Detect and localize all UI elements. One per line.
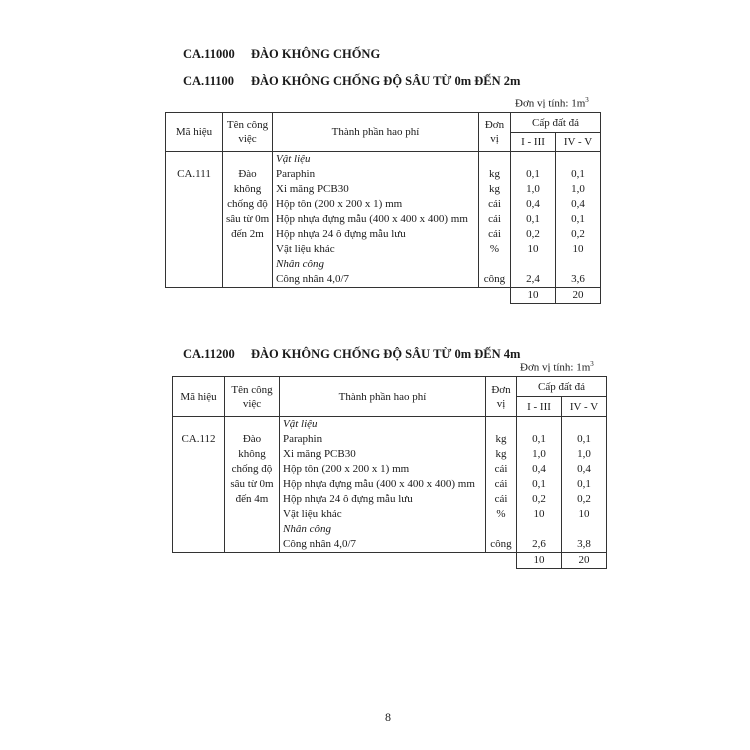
value-col1: 1,0	[532, 448, 546, 460]
value-col1	[520, 522, 558, 537]
value-col2: 0,1	[571, 168, 585, 180]
component-unit: cái	[494, 493, 508, 505]
main-heading-title: ĐÀO KHÔNG CHỐNG	[251, 47, 381, 61]
value-col2: 1,0	[571, 183, 585, 195]
value-col1: 10	[533, 508, 545, 520]
component-name: Công nhân 4,0/7	[283, 538, 357, 550]
section-1-heading	[183, 74, 520, 89]
ten-cong-viec-line: sâu từ 0m	[226, 213, 270, 225]
component-name: Hộp nhựa đựng mẫu (400 x 400 x 400) mm	[276, 213, 468, 225]
ten-cong-viec-line: đến 2m	[231, 228, 264, 240]
value-col2: 0,1	[571, 213, 585, 225]
footer-empty	[225, 553, 280, 569]
section-2-heading	[183, 347, 520, 362]
value-col2: 0,2	[571, 228, 585, 240]
component-unit: cái	[494, 478, 508, 490]
component-name: Vật liệu khác	[283, 508, 342, 520]
component-unit	[482, 257, 507, 272]
value-col1	[514, 257, 552, 272]
footer-empty	[486, 553, 517, 569]
footer-empty	[273, 288, 479, 304]
section-2-table	[172, 376, 607, 569]
component-unit: kg	[495, 448, 507, 460]
component-group-label: Nhân công	[283, 523, 331, 535]
header-ten-cong-viec: Tên công việc	[223, 113, 273, 152]
component-unit: cái	[488, 198, 501, 210]
header-thanh-phan: Thành phần hao phí	[273, 113, 479, 152]
page-number: 8	[385, 710, 391, 724]
component-name: Hộp tôn (200 x 200 x 1) mm	[276, 198, 403, 210]
value-col1	[514, 152, 552, 167]
value-col2	[565, 417, 603, 432]
value-col1: 0,2	[526, 228, 540, 240]
header-cap-dat-da: Cấp đất đá	[511, 113, 601, 133]
header-col1: I - III	[517, 397, 562, 417]
section-2-unit-sup: 3	[590, 360, 594, 368]
header-ma-hieu: Mã hiệu	[166, 113, 223, 152]
ten-cong-viec-line: không	[233, 183, 262, 195]
col1-cell	[511, 152, 556, 288]
col2-cell	[562, 417, 607, 553]
component-unit: %	[489, 243, 500, 255]
value-col2: 0,4	[571, 198, 585, 210]
header-don-vi: Đơn vị	[486, 377, 517, 417]
value-col1: 0,1	[526, 213, 540, 225]
component-unit: cái	[494, 463, 508, 475]
section-1-unit-label: Đơn vị tính: 1m	[515, 97, 586, 110]
section-1-unit-sup: 3	[585, 96, 589, 104]
ten-cong-viec-cell	[223, 152, 273, 288]
col2-cell	[556, 152, 601, 288]
section-2-unit-label: Đơn vị tính: 1m	[520, 361, 591, 374]
value-col1: 0,4	[532, 463, 546, 475]
component-name: Paraphin	[283, 433, 323, 445]
value-col2: 10	[578, 508, 590, 520]
ten-cong-viec-line: chống độ	[231, 463, 273, 475]
footer-v2: 20	[562, 553, 607, 569]
component-group-label: Nhân công	[276, 258, 324, 270]
component-unit	[489, 522, 513, 537]
component-name: Hộp nhựa 24 ô đựng mẫu lưu	[283, 493, 413, 505]
component-name: Hộp tôn (200 x 200 x 1) mm	[283, 463, 410, 475]
header-don-vi: Đơn vị	[479, 113, 511, 152]
ma-hieu-cell	[166, 152, 223, 288]
header-col2: IV - V	[556, 133, 601, 152]
component-name: Xi măng PCB30	[276, 183, 349, 195]
header-cap-dat-da: Cấp đất đá	[517, 377, 607, 397]
section-2-code: CA.11200	[183, 347, 235, 361]
value-col1: 1,0	[526, 183, 540, 195]
footer-v1: 10	[517, 553, 562, 569]
component-unit	[482, 152, 507, 167]
header-ma-hieu: Mã hiệu	[173, 377, 225, 417]
component-group-label: Vật liệu	[276, 153, 311, 165]
component-name: Công nhân 4,0/7	[276, 273, 350, 285]
thanh-phan-cell	[280, 417, 486, 553]
don-vi-cell	[486, 417, 517, 553]
component-group-label: Vật liệu	[283, 418, 318, 430]
header-thanh-phan: Thành phần hao phí	[280, 377, 486, 417]
value-col2: 10	[572, 243, 584, 255]
footer-row	[166, 288, 601, 304]
value-col2: 3,8	[577, 538, 591, 550]
component-unit: kg	[495, 433, 507, 445]
section-1-code: CA.11100	[183, 74, 235, 88]
main-heading	[183, 47, 380, 62]
ten-cong-viec-line: không	[238, 448, 266, 460]
component-unit: kg	[489, 183, 500, 195]
section-1-table	[165, 112, 601, 304]
section-1-title: ĐÀO KHÔNG CHỐNG ĐỘ SÂU TỪ 0m ĐẾN 2m	[251, 74, 521, 88]
value-col2: 0,1	[577, 433, 591, 445]
footer-row	[173, 553, 607, 569]
value-col1: 0,1	[532, 433, 546, 445]
section-2-title: ĐÀO KHÔNG CHỐNG ĐỘ SÂU TỪ 0m ĐẾN 4m	[251, 347, 521, 361]
thanh-phan-cell	[273, 152, 479, 288]
component-unit: kg	[489, 168, 500, 180]
footer-empty	[479, 288, 511, 304]
component-unit: cái	[488, 228, 501, 240]
footer-empty	[173, 553, 225, 569]
component-name: Hộp nhựa 24 ô đựng mẫu lưu	[276, 228, 406, 240]
value-col2: 0,2	[577, 493, 591, 505]
ma-hieu-value: CA.111	[177, 168, 211, 180]
value-col1: 10	[527, 243, 539, 255]
value-col1: 0,1	[526, 168, 540, 180]
value-col2: 0,4	[577, 463, 591, 475]
component-name: Xi măng PCB30	[283, 448, 356, 460]
value-col1: 0,4	[526, 198, 540, 210]
component-unit: công	[490, 538, 512, 550]
ten-cong-viec-line: chống độ	[227, 198, 268, 210]
col1-cell	[517, 417, 562, 553]
value-col2	[559, 257, 597, 272]
value-col2: 3,6	[571, 273, 585, 285]
ma-hieu-value: CA.112	[181, 433, 216, 445]
header-col2: IV - V	[562, 397, 607, 417]
value-col1: 0,2	[532, 493, 546, 505]
component-name: Hộp nhựa đựng mẫu (400 x 400 x 400) mm	[283, 478, 475, 490]
component-unit: công	[483, 273, 506, 285]
value-col1	[520, 417, 558, 432]
footer-v1: 10	[511, 288, 556, 304]
don-vi-cell	[479, 152, 511, 288]
footer-empty	[280, 553, 486, 569]
footer-v2: 20	[556, 288, 601, 304]
component-unit: %	[496, 508, 506, 520]
ma-hieu-cell	[173, 417, 225, 553]
footer-empty	[223, 288, 273, 304]
ten-cong-viec-cell	[225, 417, 280, 553]
ten-cong-viec-line: đến 4m	[235, 493, 269, 505]
value-col2: 0,1	[577, 478, 591, 490]
component-name: Vật liệu khác	[276, 243, 335, 255]
value-col1: 2,4	[526, 273, 540, 285]
component-unit: cái	[488, 213, 501, 225]
value-col1: 0,1	[532, 478, 546, 490]
component-name: Paraphin	[276, 168, 316, 180]
section-1-unit	[515, 96, 589, 110]
value-col1: 2,6	[532, 538, 546, 550]
value-col2	[559, 152, 597, 167]
section-2-unit	[520, 360, 594, 374]
ten-cong-viec-line: Đào	[238, 168, 257, 180]
footer-empty	[166, 288, 223, 304]
ten-cong-viec-line: Đào	[242, 433, 262, 445]
header-col1: I - III	[511, 133, 556, 152]
value-col2: 1,0	[577, 448, 591, 460]
header-ten-cong-viec: Tên công việc	[225, 377, 280, 417]
main-heading-code: CA.11000	[183, 47, 235, 61]
component-unit	[489, 417, 513, 432]
ten-cong-viec-line: sâu từ 0m	[230, 478, 274, 490]
value-col2	[565, 522, 603, 537]
